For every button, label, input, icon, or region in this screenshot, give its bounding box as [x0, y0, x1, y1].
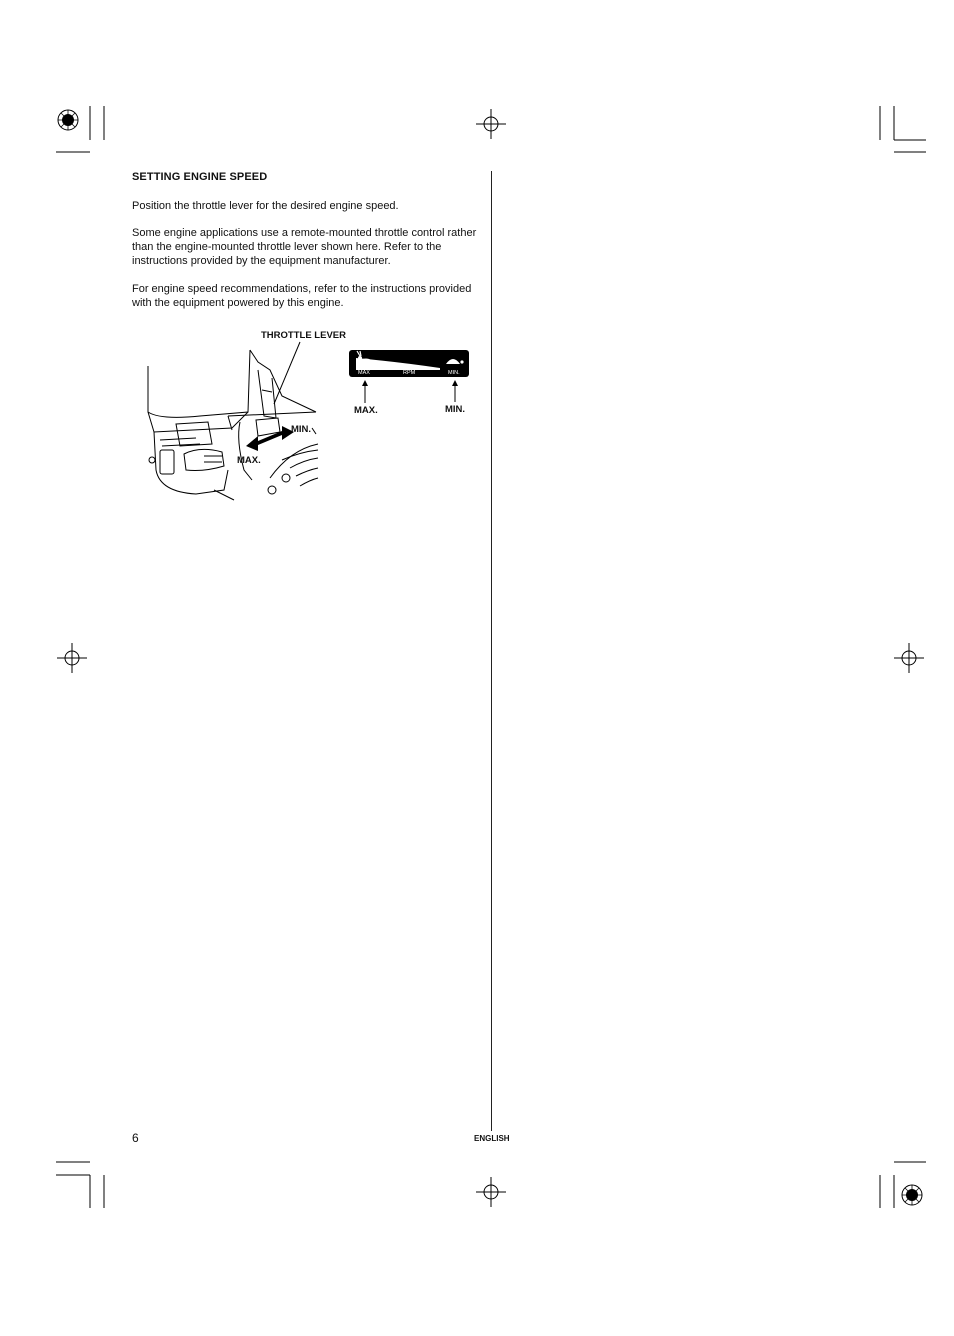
gauge-max-callout: MAX. [354, 405, 378, 416]
gauge-min-text: MIN. [448, 370, 460, 376]
paragraph-1: Position the throttle lever for the desired engine speed. [132, 200, 399, 212]
paragraph-3: For engine speed recommendations, refer to the instructions provided with the equipment powered by this engine. [132, 283, 472, 309]
engine-max-label: MAX. [237, 455, 261, 466]
engine-min-label: MIN. [291, 424, 312, 435]
section-heading: SETTING ENGINE SPEED [132, 171, 268, 183]
page-number: 6 [132, 1131, 139, 1145]
throttle-lever-callout: THROTTLE LEVER [261, 330, 346, 341]
gauge-min-callout: MIN. [445, 404, 466, 415]
gauge-max-text: MAX [358, 370, 370, 376]
paragraph-2: Some engine applications use a remote-mounted throttle control rather than the engine-mounted throttle lever shown here. Refer to the instructions provided by the equipment manufacturer. [132, 227, 477, 267]
gauge-rpm-text: RPM [403, 370, 416, 376]
language-label: ENGLISH [474, 1134, 510, 1143]
